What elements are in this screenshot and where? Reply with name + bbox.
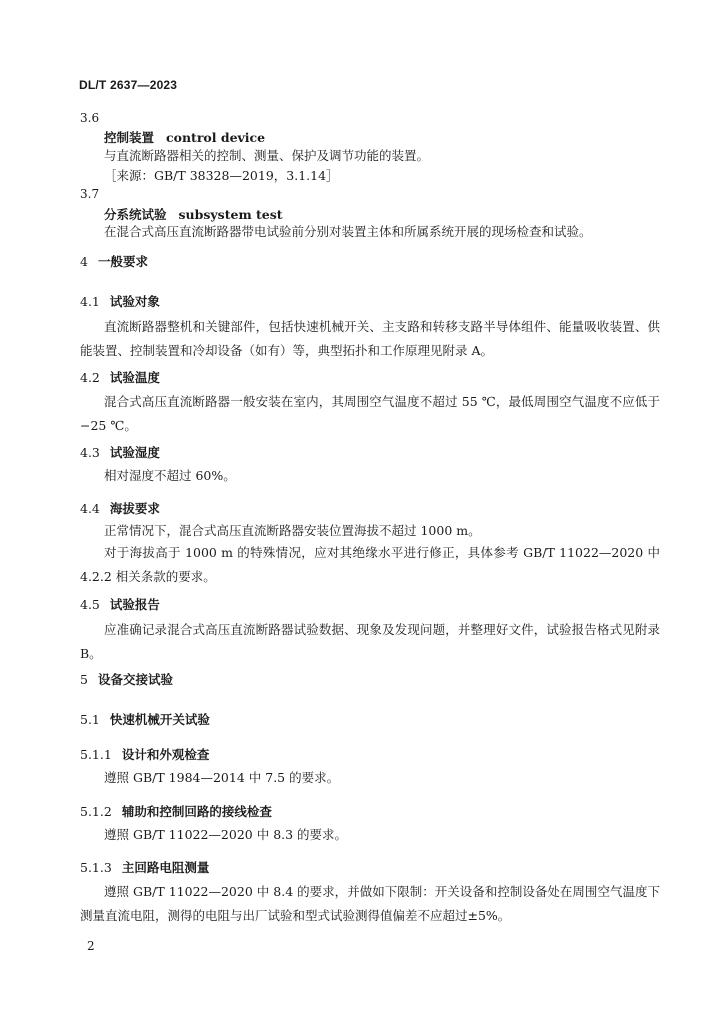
term-number: 3.7	[80, 187, 100, 201]
section-5-1-1-text: 遵照 GB/T 1984—2014 中 7.5 的要求。	[104, 770, 340, 785]
section-5-1-heading: 5.1 快速机械开关试验	[80, 712, 210, 727]
section-4-3-text: 相对湿度不超过 60%。	[104, 468, 236, 483]
section-4-5-text: 应准确记录混合式高压直流断路器试验数据、现象及发现问题，并整理好文件，试验报告格式见附录 B。	[80, 622, 660, 661]
section-4-5-heading: 4.5 试验报告	[80, 597, 160, 612]
section-4-1-text: 直流断路器整机和关键部件，包括快速机械开关、主支路和转移支路半导体组件、能量吸收装置、供能装置、控制装置和冷却设备（如有）等，典型拓扑和工作原理见附录 A。	[80, 319, 660, 358]
section-4-heading: 4 一般要求	[80, 254, 148, 269]
section-4-1-heading: 4.1 试验对象	[80, 294, 160, 309]
section-4-2-text: 混合式高压直流断路器一般安装在室内，其周围空气温度不超过 55 ℃，最低周围空气温度不应低于−25 ℃。	[80, 394, 660, 433]
section-5-1-2-heading: 5.1.2 辅助和控制回路的接线检查	[80, 804, 272, 819]
term-name-zh: 分系统试验	[104, 207, 167, 222]
term-definition: 与直流断路器相关的控制、测量、保护及调节功能的装置。	[104, 148, 430, 163]
page-number: 2	[87, 939, 95, 953]
section-5-1-3-text: 遵照 GB/T 11022—2020 中 8.4 的要求，并做如下限制：开关设备和控制设备处在周围空气温度下测量直流电阻，测得的电阻与出厂试验和型式试验测得值偏差不应超过±5%。	[80, 884, 660, 923]
section-4-4-text-2: 对于海拔高于 1000 m 的特殊情况，应对其绝缘水平进行修正，具体参考 GB/T 11022—2020 中 4.2.2 相关条款的要求。	[80, 545, 660, 584]
document-header-id: DL/T 2637—2023	[79, 78, 178, 92]
term-name-zh: 控制装置	[104, 130, 155, 145]
section-5-1-3-heading: 5.1.3 主回路电阻测量	[80, 860, 210, 875]
term-number: 3.6	[80, 111, 100, 125]
section-5-1-2-text: 遵照 GB/T 11022—2020 中 8.3 的要求。	[104, 827, 348, 842]
section-4-3-heading: 4.3 试验湿度	[80, 445, 160, 460]
term-name-en: subsystem test	[178, 207, 283, 222]
term-definition: 在混合式高压直流断路器带电试验前分别对装置主体和所属系统开展的现场检查和试验。	[104, 224, 592, 239]
section-5-heading: 5 设备交接试验	[80, 672, 173, 687]
section-4-4-text-1: 正常情况下，混合式高压直流断路器安装位置海拔不超过 1000 m。	[104, 523, 481, 538]
term-name-en: control device	[166, 130, 266, 145]
section-4-4-heading: 4.4 海拔要求	[80, 501, 160, 516]
section-5-1-1-heading: 5.1.1 设计和外观检查	[80, 747, 210, 762]
term-source: ［来源：GB/T 38328—2019，3.1.14］	[104, 168, 339, 183]
section-4-2-heading: 4.2 试验温度	[80, 370, 160, 385]
